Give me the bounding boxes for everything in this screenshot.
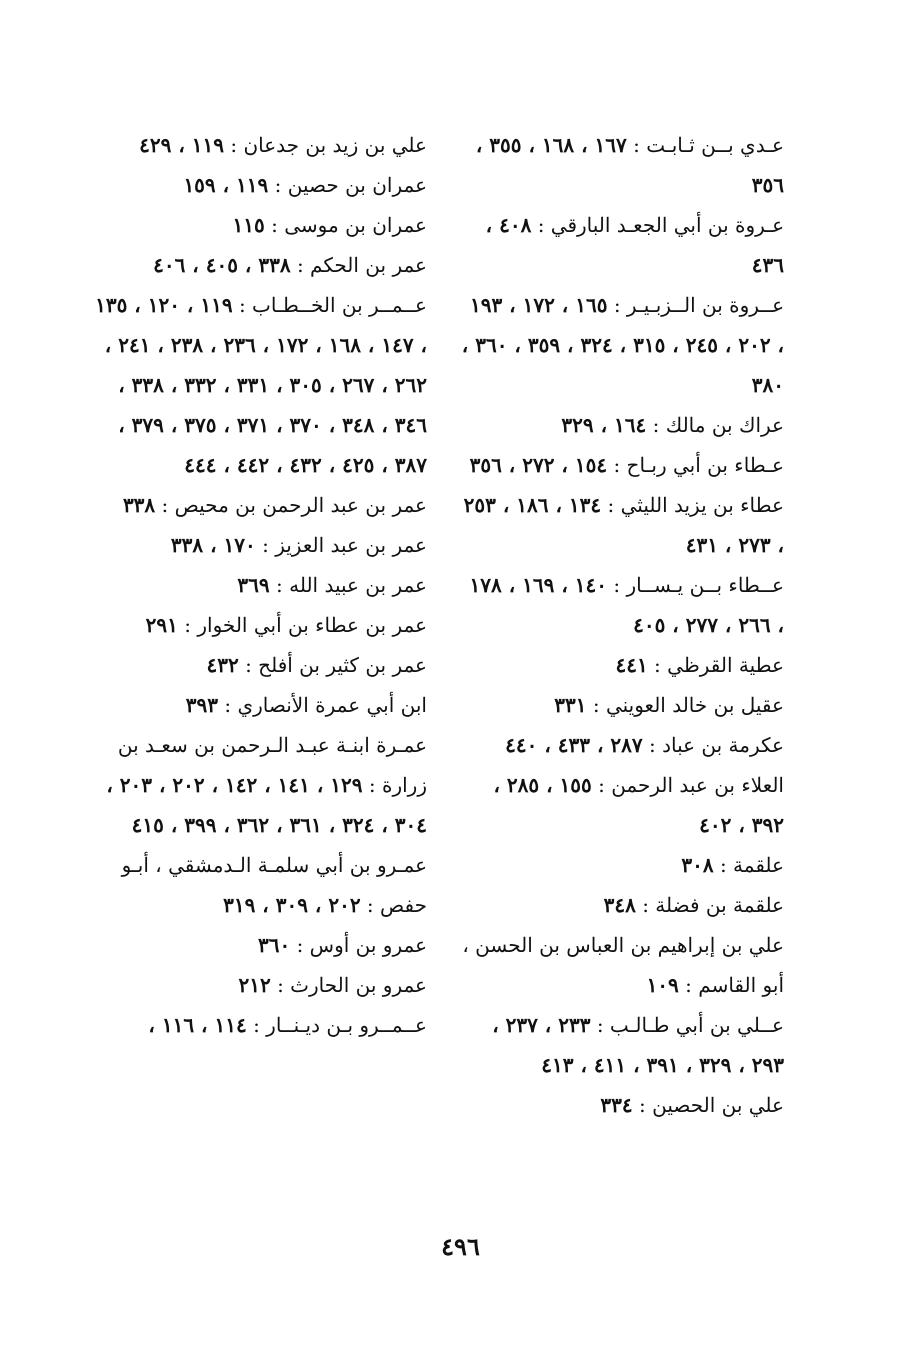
entry-name: عطية القرظي : bbox=[654, 653, 784, 677]
entry-name: عـدي بــن ثـابـت : bbox=[633, 133, 784, 157]
page-number: ٤٩٦ bbox=[441, 1232, 480, 1261]
index-entry bbox=[458, 205, 784, 285]
entry-name: عــطاء بــن يـســار : bbox=[613, 573, 784, 597]
entry-pages: ١١٥ bbox=[232, 213, 265, 237]
entry-pages: ٣٠٨ bbox=[681, 853, 714, 877]
index-entry bbox=[458, 765, 784, 845]
entry-pages: ١٤٠ ، ١٦٩ ، ١٧٨ ، ٢٦٦ ، ٢٧٧ ، ٤٠٥ bbox=[469, 573, 784, 637]
entry-pages: ١١٩ ، ٤٢٩ bbox=[139, 133, 224, 157]
index-entry bbox=[458, 125, 784, 205]
entry-pages: ٤٣٢ bbox=[206, 653, 239, 677]
entry-name: عمر بن عطاء بن أبي الخوار : bbox=[184, 613, 427, 637]
entry-name: عمر بن عبد الرحمن بن محيص : bbox=[161, 493, 427, 517]
entry-name: عمران بن حصين : bbox=[274, 173, 427, 197]
entry-name: عـطاء بن أبي ربـاح : bbox=[613, 453, 784, 477]
index-entry bbox=[458, 565, 784, 645]
index-entry bbox=[458, 845, 784, 885]
index-entry bbox=[95, 1005, 427, 1045]
entry-name: علي بن إبراهيم بن العباس بن الحسن ، أبو القاسم : bbox=[462, 933, 784, 997]
index-entry bbox=[95, 205, 427, 245]
index-entry bbox=[458, 925, 784, 1005]
entry-name: عمر بن كثير بن أفلح : bbox=[245, 653, 427, 677]
index-entry bbox=[95, 925, 427, 965]
entry-pages: ١٦٤ ، ٣٢٩ bbox=[561, 413, 647, 437]
entry-name: عــمــر بن الخــطـاب : bbox=[238, 293, 427, 317]
entry-name: علي بن الحصين : bbox=[639, 1093, 784, 1117]
entry-name: عمر بن الحكم : bbox=[296, 253, 427, 277]
entry-name: علي بن زيد بن جدعان : bbox=[230, 133, 427, 157]
index-entry bbox=[458, 725, 784, 765]
entry-pages: ٢٣٣ ، ٢٣٧ ، ٢٩٣ ، ٣٢٩ ، ٣٩١ ، ٤١١ ، ٤١٣ bbox=[492, 1013, 784, 1077]
entry-name: العلاء بن عبد الرحمن : bbox=[598, 773, 784, 797]
entry-pages: ١٥٤ ، ٢٧٢ ، ٣٥٦ bbox=[469, 453, 608, 477]
entry-pages: ٤٤١ bbox=[615, 653, 648, 677]
index-entry bbox=[95, 525, 427, 565]
index-entry bbox=[458, 645, 784, 685]
entry-pages: ٣٤٨ bbox=[603, 893, 636, 917]
index-column-left bbox=[95, 125, 427, 1045]
index-entry bbox=[458, 1005, 784, 1085]
entry-name: ابن أبي عمرة الأنصاري : bbox=[224, 693, 427, 717]
index-entry bbox=[95, 285, 427, 485]
entry-pages: ٣٦٩ bbox=[237, 573, 270, 597]
entry-name: عمر بن عبيد الله : bbox=[276, 573, 427, 597]
index-entry bbox=[458, 485, 784, 565]
index-entry bbox=[458, 405, 784, 445]
entry-name: عكرمة بن عباد : bbox=[648, 733, 784, 757]
entry-pages: ١١٩ ، ١٥٩ bbox=[183, 173, 269, 197]
entry-pages: ٣٦٠ bbox=[257, 933, 291, 957]
entry-name: عــلي بن أبي طـالـب : bbox=[596, 1013, 784, 1037]
entry-pages: ١١٤ ، ١١٦ ، bbox=[148, 1013, 247, 1037]
index-entry bbox=[95, 565, 427, 605]
entry-name: عــمــرو بـن ديـنــار : bbox=[253, 1013, 427, 1037]
index-entry bbox=[95, 125, 427, 165]
entry-name: علقمة بن فضلة : bbox=[642, 893, 784, 917]
index-entry bbox=[458, 445, 784, 485]
entry-pages: ١٦٥ ، ١٧٢ ، ١٩٣ ، ٢٠٢ ، ٢٤٥ ، ٣١٥ ، ٣٢٤ ، ٣٥٩ ، ٣٦٠ ، ٣٨٠ bbox=[461, 293, 784, 397]
index-entry bbox=[458, 285, 784, 405]
index-entry bbox=[95, 645, 427, 685]
entry-name: عراك بن مالك : bbox=[652, 413, 784, 437]
entry-pages: ٣٣١ bbox=[554, 693, 587, 717]
entry-pages: ٢١٢ bbox=[238, 973, 271, 997]
entry-name: عمران بن موسى : bbox=[271, 213, 427, 237]
entry-pages: ٣٣٨ bbox=[122, 493, 156, 517]
entry-pages: ١٢٩ ، ١٤١ ، ١٤٢ ، ٢٠٢ ، ٢٠٣ ، ٣٠٤ ، ٣٢٤ ، ٣٦١ ، ٣٦٢ ، ٣٩٩ ، ٤١٥ bbox=[106, 773, 427, 837]
entry-name: عمـرة ابنـة عبـد الـرحمن بن سعـد بن زرارة : bbox=[117, 733, 427, 797]
index-entry bbox=[95, 485, 427, 525]
index-entry bbox=[458, 885, 784, 925]
entry-pages: ٣٣٨ ، ٤٠٥ ، ٤٠٦ bbox=[153, 253, 291, 277]
entry-pages: ١٦٧ ، ١٦٨ ، ٣٥٥ ، ٣٥٦ bbox=[475, 133, 784, 197]
index-entry bbox=[95, 725, 427, 845]
entry-name: عمـرو بن أبي سلمـة الـدمشقي ، أبـو حفص : bbox=[121, 853, 427, 917]
entry-pages: ٢٠٢ ، ٣٠٩ ، ٣١٩ bbox=[223, 893, 361, 917]
entry-name: عطاء بن يزيد الليثي : bbox=[607, 493, 784, 517]
entry-pages: ٢٩١ bbox=[145, 613, 178, 637]
entry-name: عمرو بن أوس : bbox=[296, 933, 427, 957]
entry-name: عــروة بن الــزبـيـر : bbox=[613, 293, 784, 317]
index-column-right bbox=[458, 125, 784, 1125]
index-entry bbox=[458, 1085, 784, 1125]
index-entry bbox=[95, 245, 427, 285]
entry-name: عقيل بن خالد العويني : bbox=[592, 693, 784, 717]
entry-pages: ١٠٩ bbox=[646, 973, 679, 997]
index-entry bbox=[458, 685, 784, 725]
entry-name: علقمة : bbox=[719, 853, 784, 877]
entry-name: عمر بن عبد العزيز : bbox=[262, 533, 427, 557]
entry-pages: ١١٩ ، ١٢٠ ، ١٣٥ ، ١٤٧ ، ١٦٨ ، ١٧٢ ، ٢٣٦ ، ٢٣٨ ، ٢٤١ ، ٢٦٢ ، ٢٦٧ ، ٣٠٥ ، ٣٣١ ، ٣٣٢ ، ٣٣٨ ، ٣٤٦ ، ٣٤٨ ، ٣٧٠ ، ٣٧١ ، ٣٧٥ ، ٣٧٩ ، ٣٨٧ ، ٤٢٥ ، ٤٣٢ ، ٤٤٢ ، ٤٤٤ bbox=[95, 293, 427, 477]
entry-pages: ٤٠٨ ، ٤٣٦ bbox=[485, 213, 784, 277]
index-entry bbox=[95, 165, 427, 205]
entry-pages: ٣٣٤ bbox=[600, 1093, 633, 1117]
index-entry bbox=[95, 965, 427, 1005]
entry-name: عـروة بن أبي الجعـد البارقي : bbox=[537, 213, 784, 237]
entry-pages: ١٥٥ ، ٢٨٥ ، ٣٩٢ ، ٤٠٢ bbox=[493, 773, 784, 837]
entry-pages: ٣٩٣ bbox=[185, 693, 219, 717]
entry-pages: ٢٨٧ ، ٤٣٣ ، ٤٤٠ bbox=[505, 733, 643, 757]
entry-name: عمرو بن الحارث : bbox=[277, 973, 427, 997]
entry-pages: ١٣٤ ، ١٨٦ ، ٢٥٣ ، ٢٧٣ ، ٤٣١ bbox=[463, 493, 784, 557]
index-entry bbox=[95, 605, 427, 645]
index-entry bbox=[95, 845, 427, 925]
entry-pages: ١٧٠ ، ٣٣٨ bbox=[170, 533, 256, 557]
index-entry bbox=[95, 685, 427, 725]
